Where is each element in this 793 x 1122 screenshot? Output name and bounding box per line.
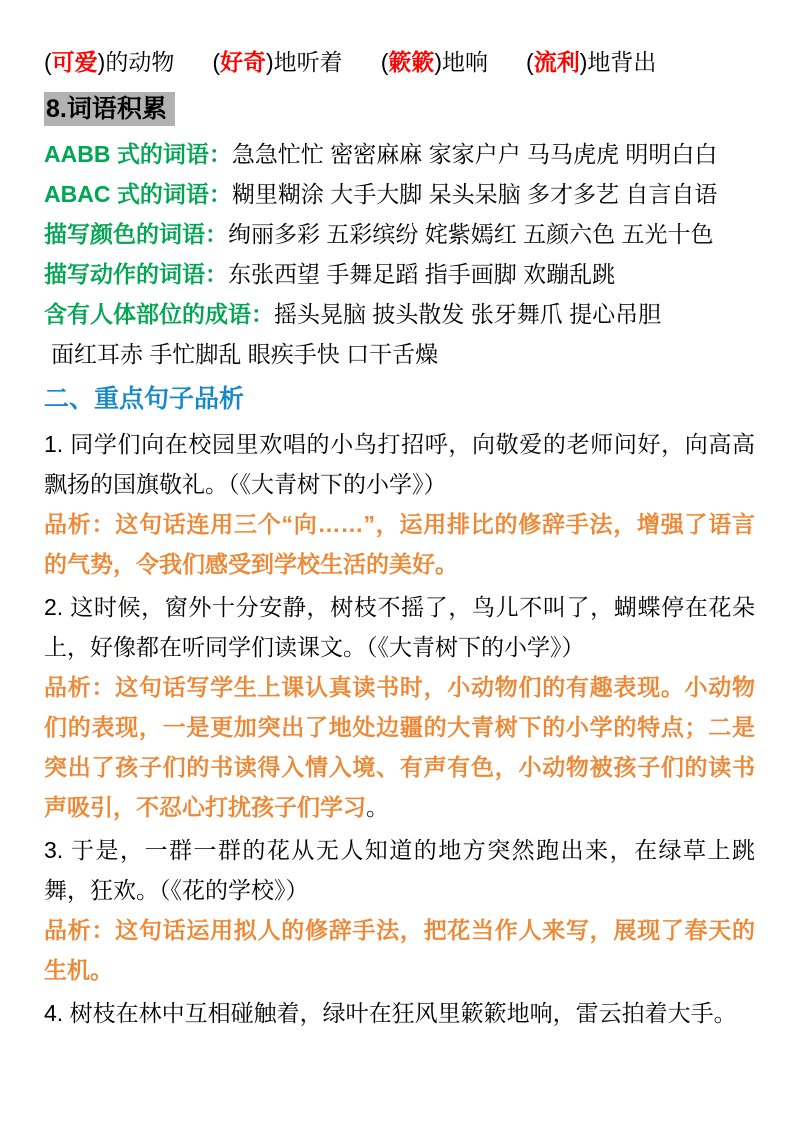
fill-item-paren: ( [380,49,389,75]
word-entry-content: 绚丽多彩 五彩缤纷 姹紫嫣红 五颜六色 五光十色 [228,221,714,247]
fill-item [212,42,342,82]
word-entry-label: ABAC 式的词语： [44,181,232,207]
analysis-tail: 。 [366,794,389,820]
fill-item-suffix: )地响 [434,49,489,75]
section-heading-word-accumulation [44,89,755,129]
fill-item [526,42,656,82]
sentence-4: 4. 树枝在林中互相碰触着，绿叶在狂风里簌簌地响，雷云拍着大手。 [44,1000,737,1026]
analysis-text: 品析：这句话写学生上课认真读书时，小动物们的有趣表现。小动物们的表现，一是更加突出了地处边疆的大青树下的小学的特点；二是突出了孩子们的书读得入情入境、有声有色，小动物被孩子们的读书声吸引，不忍心打扰孩子们学习 [44,674,755,820]
word-entry-continuation: 面红耳赤 手忙脚乱 眼疾手快 口干舌燥 [51,341,439,367]
analysis-3 [44,910,755,990]
word-entry-label: 含有人体部位的成语： [44,301,274,327]
sentence-3: 3. 于是，一群一群的花从无人知道的地方突然跑出来，在绿草上跳舞，狂欢。（《花的学校》） [44,837,755,903]
analysis-1 [44,504,755,584]
highlighted-heading-text: 8.词语积累 [44,92,175,126]
fill-item [381,42,488,82]
word-entry-label: AABB 式的词语： [44,141,232,167]
analysis-text: 品析：这句话运用拟人的修辞手法，把花当作人来写，展现了春天的生机。 [44,917,755,983]
sentence-2: 2. 这时候，窗外十分安静，树枝不摇了，鸟儿不叫了，蝴蝶停在花朵上，好像都在听同学们读课文。（《大青树下的小学》） [44,594,755,660]
fill-item-answer: 好奇 [220,49,267,75]
word-entry-colors [44,214,755,254]
fill-item-answer: 流利 [533,49,580,75]
analysis-text: 品析：这句话连用三个“向……”，运用排比的修辞手法，增强了语言的气势，令我们感受到学校生活的美好。 [44,511,755,577]
word-entry-aabb [44,134,755,174]
word-entry-actions [44,254,755,294]
analysis-2 [44,667,755,827]
fill-item-paren: ( [526,49,534,75]
sentence-1: 1. 同学们向在校园里欢唱的小鸟打招呼，向敬爱的老师问好，向高高飘扬的国旗敬礼。（《大青树下的小学》） [44,431,755,497]
word-entry-label: 描写颜色的词语： [44,221,228,247]
fill-item-suffix: )地背出 [579,49,657,75]
fill-item-paren: ( [44,49,52,75]
word-entry-content: 摇头晃脑 披头散发 张牙舞爪 提心吊胆 [274,301,662,327]
fill-item-answer: 可爱 [51,49,98,75]
word-entry-content: 急急忙忙 密密麻麻 家家户户 马马虎虎 明明白白 [231,141,718,167]
word-entry-body-parts [44,294,755,334]
word-entry-abac [44,174,755,214]
word-entry-content: 东张西望 手舞足蹈 指手画脚 欢蹦乱跳 [228,261,616,287]
fill-item-suffix: )地听着 [266,49,343,75]
section-heading-sentence-analysis: 二、重点句子品析 [44,385,245,413]
word-entry-label: 描写动作的词语： [44,261,228,287]
fill-item-paren: ( [212,49,221,75]
fill-in-words-line [44,42,755,82]
word-entry-content: 糊里糊涂 大手大脚 呆头呆脑 多才多艺 自言自语 [231,181,718,207]
fill-item-suffix: )的动物 [97,49,175,75]
fill-item [44,42,174,82]
fill-item-answer: 簌簌 [388,49,435,75]
